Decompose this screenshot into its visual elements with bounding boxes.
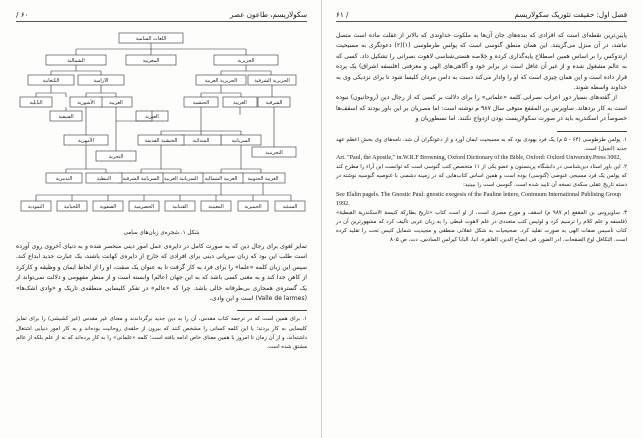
tree-level2 <box>28 75 296 85</box>
tree-level6 <box>21 201 305 211</box>
tree-l4-0: السريانية <box>231 138 251 144</box>
right-body-paragraph-1: پایین‌ترین نقطه‌ای است که افرادی که بنده‌های جان آن‌ها به ملکوت خداوندی که بالاتر از غفلت ماده است متصل نباشد، در آن منزل می‌گزینند. این همان منطق گنوسی است که پولس طرطوسی (۱)(۲) دعوتگری به مسیحیت ارتدوکس را بر اساس همین اصطلاح پایه‌گذاری کرده و خلاصه هستی‌شناسی لاهوت نصرانی را تشکیل داد. کسی که به عالم مشغول شده و از غیر آن غافل است در برابر خود و آگاهی‌های الهی و معرفتی (فلسفه اشراق) یک پرده قرار داده است و این همان چیزی است که او را وادار می‌کند دست به دامن مردان کلیسا شود تا برای نزدیکی وی به خداوند واسطه شوند. <box>336 32 627 92</box>
tree-l5-5: التدمرية <box>55 176 73 182</box>
tree-l3-0: العربية <box>233 100 247 106</box>
tree-l1-0: الجزيرية <box>237 58 255 64</box>
footnote-divider <box>557 131 627 132</box>
diagram-caption: شکل ۱. شجره‌ی زبان‌های سامی <box>123 230 200 236</box>
tree-l5-0: العربية الجنوبية <box>247 176 279 182</box>
tree-l4-2: الحبشية القديمة <box>144 138 178 144</box>
right-header-title: فصل اول: حقیقت تئوریک سکولاریسم <box>514 10 627 19</box>
tree-l5-2: السريانية الغربية <box>164 176 198 182</box>
semitic-languages-tree-diagram <box>16 31 307 227</box>
tree-root-label: اللغات السامية <box>135 36 167 42</box>
tree-l3-3: الغربية <box>109 100 123 106</box>
right-header-page-number: / ۶۱ <box>336 10 349 19</box>
tree-l6-7: الثمودية <box>27 204 45 210</box>
left-header-title: سکولاریسم، طاعون عصر <box>229 10 307 19</box>
left-page-body <box>16 242 307 352</box>
right-footnote-2: ۲. این باور استاد دین‌شناسی در دانشگاه پرینستون و عضو یکی از ۱۱ متخصص کتب گنوسی است که توانست این آراء را مطرح کند که پولس یک فرد مسیحی غنوصی (گنوسی) بوده است و همین اساس کتاب‌هایی که در زمینه دشمنی با غنوصیه گنوسیه نوشته در دسته تاریخ عقلی سکه‌ی نسخه آن تایید شده است. گنوسی است را ببینید: <box>336 164 627 189</box>
tree-l4-1: المندائية <box>192 138 210 144</box>
tree-level1 <box>46 55 278 65</box>
right-footnote-3: ۳. ساویروس بن المقفع (م ۹۸۷ م) اسقف و مورخ مصری است، از او است کتاب «تاریخ بطارکة کنیسة الاسکندریة القبطیة» (فلسفه و علم کلام را ترسیم کرد و لوئیس کتب متعددی در علم لاهوت قبطی را به زبان عربی تألیف کرد که مشهورترین آن در کتاب تأسیس صفات الهی به صورت تقلید کرد. صحیحیات به شکل عقلانی منطقی و مجیدیت شمایل کنیس تحت را تقلید کرده است. التکافل اوج الصفحات. ادر الضور، فی ابضاح الدین، القاهرة، انبا، البابا کیرلس السادس، دت، ص ۸۰۵ <box>336 209 627 244</box>
language-tree-svg <box>16 31 307 227</box>
tree-l6-0: السبئية <box>282 204 298 210</box>
tree-l6-3: القتبانية <box>172 204 188 210</box>
tree-l5-4: النبطية <box>96 176 112 182</box>
tree-l2-0: الجزيرية الشرقية <box>254 78 290 84</box>
right-footnote-reference-en-2: See Elalin pagels. The Gnostic Paul: gnostic exegesis of the Pauline letters, Coninuum International Publising Group 1992. <box>336 191 622 207</box>
tree-l5-1: العربية الشمالية <box>204 176 238 182</box>
tree-level5 <box>46 173 285 183</box>
tree-l2-3: الكنعانية <box>42 78 60 84</box>
tree-l1-1: المغربية <box>142 58 160 64</box>
tree-l6-5: الصفوية <box>99 204 117 210</box>
tree-l5-3: السريانية الشرقية <box>122 176 160 182</box>
left-page-header <box>16 10 307 22</box>
tree-l2-1: الجزيرية الغربية <box>204 78 238 84</box>
footnote-divider <box>237 310 307 311</box>
tree-l3-5: البابلية <box>29 100 43 106</box>
tree-l6-1: الحميرية <box>244 204 262 210</box>
tree-l6-2: المعينية <box>208 204 224 210</box>
tree-level3 <box>20 97 290 121</box>
right-footnote-1: ۱. پولس طرطوسی (۶۴ - ۵ م) یک فرد یهودی بود که به مسیحیت ایمان آورد و از دعوتگران آن شد. نامه‌های وی بخش اعظم عهد جدید (انجیل) است. <box>336 136 628 152</box>
tree-l1-2: الشمالية <box>67 58 85 64</box>
tree-level4 <box>64 135 296 161</box>
right-footnote-reference-en: Art. "Paul, the Apostle," in.W.R.F Browning, Oxford Dictionary of the Bible, Oxford: Oxford University.Press 3002, <box>336 155 621 162</box>
right-body-paragraph-2: از گفته‌های بسیار دور اعراب نصرانی کلمه «علمانی» را برای دلالت بر کسی که از رجال دین (روحانیون) نبوده است به کار بردهاند. ساویرس بن المقفع متوفی سال ۹۸۷ م نوشته است: اما مصریان بر این باور بودند که اسقف‌ها خصوصاً در اسکندریه باید در صورت سکولاریست بودن ازدواج نکنند. اما نسطوریان و <box>336 94 627 123</box>
tree-l3-2: الشرقية <box>265 100 283 106</box>
tree-l3-6: الفنيقية <box>58 114 74 120</box>
left-page <box>0 0 321 438</box>
tree-l4-4: التجرينية <box>265 150 283 156</box>
right-page-header <box>336 10 627 22</box>
tree-l3-7: العبرية <box>145 114 159 120</box>
left-header-page-number: ۶۰ / <box>16 10 29 19</box>
tree-l6-4: الحضرمية <box>133 204 155 210</box>
tree-l2-2: الآرامية <box>93 78 109 84</box>
tree-l6-6: اللحيانية <box>63 204 81 210</box>
left-footnote: ۱. برای همین است که در ترجمه کتاب مقدس، آن را به دین جدید برگرداندند و معنای غیر مقدس (غیر کشیشی) را برای تمایز کلیسایی به کار بردند؛ با این کلمه کسانی را مشخص کنند که بیرون از حلقه‌ی روحانیت بوده‌اند و به کار امور دنیایی اشتغال داشته‌اند، و از آن زمان تا امروز با همین معنای خاص ادامه یافته است؛ کلمه «علمانی» را به کار برده‌اند که نه از علم بلکه از عالم مشتق شده است. <box>16 316 307 351</box>
tree-l3-1: الحبشية <box>192 100 210 106</box>
right-page <box>322 0 643 438</box>
tree-l4-5: التجرية <box>108 154 124 160</box>
tree-l4-3: الأمهرية <box>77 138 95 144</box>
left-body-paragraph: تمایز لغوی برای رجال دین که به صورت کامل در دایره‌ی عمل امور دینی منحصر شده و به دنیای آخروی روی آورده است طلب این بود که زبان سریانی دینی برای افرادی که خارج از دایره‌ی کهانت باشند، یک عبارت جدید ابداع کند. سپس این زبان کلمه «علما» را برای فرد به کار گرفت تا به عنوان یک صفت، او را از لحاظ ایمان و وظیفه و کارکرد از کاهن جدا کند و به معنی کسی باشد که به این جهان (عالم) وابسته است و از منظر مفهومی و دلالت نمی‌تواند از یک گستره‌ی همجاری بی‌طرفانه خالی باشد. چرا که «عالم» در تفکر کلیسایی منطقه‌ی تاریک و «وادی اشک‌ها» (Valle de larmes) است و این وادی، <box>16 243 307 303</box>
tree-l3-4: الأشورية <box>77 100 95 106</box>
right-page-body <box>336 31 627 245</box>
